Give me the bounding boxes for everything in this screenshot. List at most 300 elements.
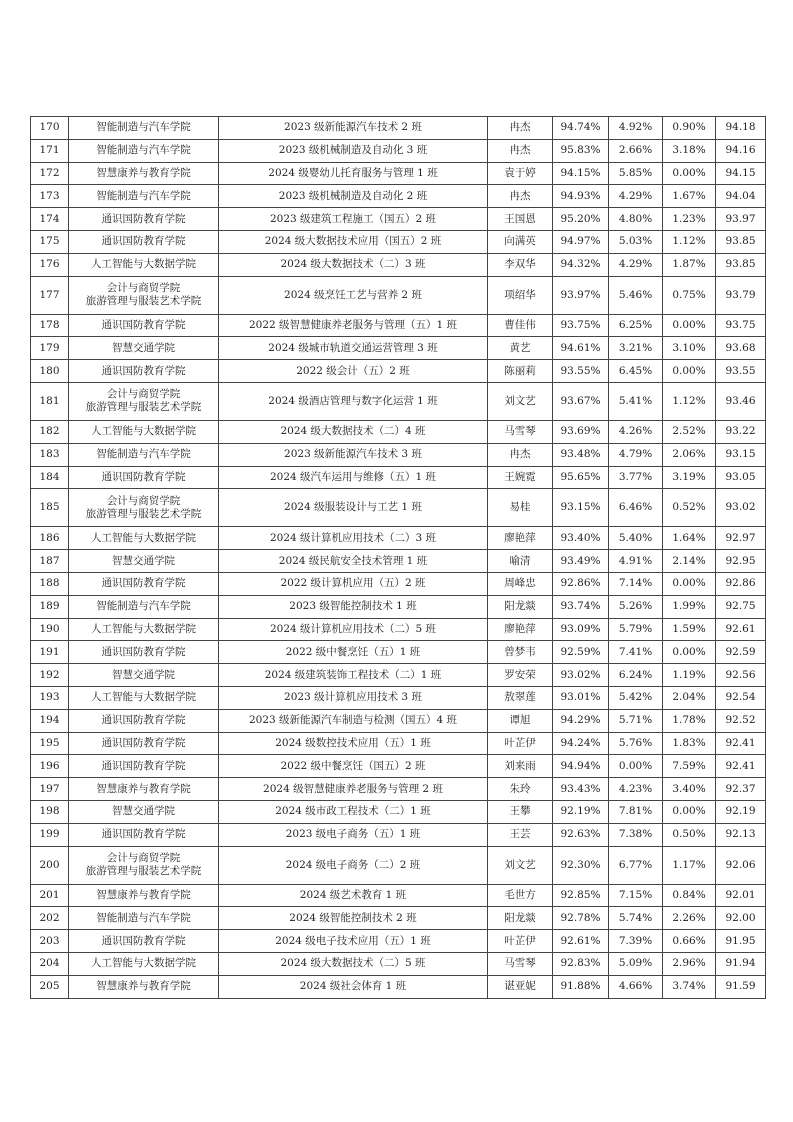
rate-3-cell: 2.26% <box>663 907 716 930</box>
rate-3-cell: 0.90% <box>663 117 716 140</box>
rank-cell: 179 <box>31 337 69 360</box>
score-cell: 92.52 <box>716 709 766 732</box>
rate-3-cell: 0.50% <box>663 823 716 846</box>
college-cell <box>69 139 219 162</box>
class-cell: 2023 级计算机应用技术 3 班 <box>219 686 488 709</box>
rate-2-cell: 5.41% <box>609 382 663 420</box>
class-cell: 2023 级新能源汽车制造与检测（国五）4 班 <box>219 709 488 732</box>
college-line: 人工智能与大数据学院 <box>91 957 196 970</box>
rate-1-cell: 95.83% <box>553 139 609 162</box>
advisor-cell: 廖艳萍 <box>488 618 553 641</box>
college-line: 通识国防教育学院 <box>101 212 186 225</box>
rate-3-cell: 1.87% <box>663 253 716 276</box>
table-row <box>31 907 766 930</box>
table-row <box>31 595 766 618</box>
advisor-cell: 谌亚妮 <box>488 975 553 998</box>
rank-cell: 188 <box>31 572 69 595</box>
rate-1-cell: 93.40% <box>553 527 609 550</box>
rate-2-cell: 7.41% <box>609 641 663 664</box>
table-row <box>31 709 766 732</box>
college-line: 人工智能与大数据学院 <box>91 425 196 438</box>
class-cell: 2023 级机械制造及自动化 3 班 <box>219 139 488 162</box>
advisor-cell: 王婉霓 <box>488 466 553 489</box>
rank-cell: 173 <box>31 185 69 208</box>
college-cell <box>69 466 219 489</box>
table-row <box>31 443 766 466</box>
college-line: 智能制造与汽车学院 <box>96 911 191 924</box>
rate-1-cell: 94.74% <box>553 117 609 140</box>
college-line: 智能制造与汽车学院 <box>96 189 191 202</box>
college-cell <box>69 276 219 314</box>
rate-1-cell: 92.63% <box>553 823 609 846</box>
college-cell <box>69 208 219 231</box>
score-cell: 92.56 <box>716 664 766 687</box>
class-cell: 2024 级社会体育 1 班 <box>219 975 488 998</box>
rank-cell: 189 <box>31 595 69 618</box>
college-line: 通识国防教育学院 <box>101 470 186 483</box>
class-cell: 2024 级市政工程技术（二）1 班 <box>219 800 488 823</box>
rank-cell: 187 <box>31 550 69 573</box>
class-cell: 2024 级智慧健康养老服务与管理 2 班 <box>219 778 488 801</box>
rate-3-cell: 0.00% <box>663 360 716 383</box>
college-line: 智能制造与汽车学院 <box>96 121 191 134</box>
rate-3-cell: 7.59% <box>663 755 716 778</box>
rank-cell: 191 <box>31 641 69 664</box>
rank-cell: 178 <box>31 314 69 337</box>
class-cell: 2023 级电子商务（五）1 班 <box>219 823 488 846</box>
college-line: 旅游管理与服装艺术学院 <box>85 295 202 308</box>
table-row <box>31 466 766 489</box>
rate-2-cell: 5.40% <box>609 527 663 550</box>
class-cell: 2023 级机械制造及自动化 2 班 <box>219 185 488 208</box>
rank-cell: 200 <box>31 846 69 884</box>
college-cell <box>69 443 219 466</box>
class-cell: 2024 级艺术教育 1 班 <box>219 884 488 907</box>
advisor-cell: 王芸 <box>488 823 553 846</box>
table-row <box>31 952 766 975</box>
rate-1-cell: 94.97% <box>553 230 609 253</box>
class-cell: 2024 级计算机应用技术（二）5 班 <box>219 618 488 641</box>
advisor-cell: 李双华 <box>488 253 553 276</box>
table-row <box>31 527 766 550</box>
class-cell: 2024 级婴幼儿托育服务与管理 1 班 <box>219 162 488 185</box>
table-row <box>31 337 766 360</box>
advisor-cell: 刘文艺 <box>488 846 553 884</box>
table-row <box>31 314 766 337</box>
college-line: 智能制造与汽车学院 <box>96 600 191 613</box>
rate-3-cell: 2.14% <box>663 550 716 573</box>
advisor-cell: 喻清 <box>488 550 553 573</box>
rank-cell: 174 <box>31 208 69 231</box>
rate-2-cell: 3.77% <box>609 466 663 489</box>
table-row <box>31 975 766 998</box>
class-cell: 2024 级民航安全技术管理 1 班 <box>219 550 488 573</box>
advisor-cell: 王国恩 <box>488 208 553 231</box>
advisor-cell: 谭旭 <box>488 709 553 732</box>
rate-3-cell: 3.18% <box>663 139 716 162</box>
advisor-cell: 向满英 <box>488 230 553 253</box>
college-cell <box>69 884 219 907</box>
class-cell: 2022 级中餐烹饪（五）1 班 <box>219 641 488 664</box>
class-cell: 2024 级酒店管理与数字化运营 1 班 <box>219 382 488 420</box>
class-cell: 2023 级新能源汽车技术 2 班 <box>219 117 488 140</box>
score-cell: 92.06 <box>716 846 766 884</box>
score-cell: 92.01 <box>716 884 766 907</box>
score-cell: 93.05 <box>716 466 766 489</box>
rate-1-cell: 94.15% <box>553 162 609 185</box>
college-cell <box>69 337 219 360</box>
rate-3-cell: 0.00% <box>663 800 716 823</box>
college-line: 通识国防教育学院 <box>101 577 186 590</box>
rate-2-cell: 2.66% <box>609 139 663 162</box>
advisor-cell: 阳龙燚 <box>488 907 553 930</box>
rank-cell: 170 <box>31 117 69 140</box>
rate-2-cell: 6.46% <box>609 489 663 527</box>
score-cell: 94.16 <box>716 139 766 162</box>
college-cell <box>69 686 219 709</box>
table-row <box>31 800 766 823</box>
rate-2-cell: 5.74% <box>609 907 663 930</box>
rate-2-cell: 6.77% <box>609 846 663 884</box>
rate-2-cell: 4.66% <box>609 975 663 998</box>
rank-cell: 186 <box>31 527 69 550</box>
college-line: 人工智能与大数据学院 <box>91 691 196 704</box>
college-cell <box>69 489 219 527</box>
class-cell: 2024 级汽车运用与维修（五）1 班 <box>219 466 488 489</box>
rate-2-cell: 4.80% <box>609 208 663 231</box>
rank-cell: 198 <box>31 800 69 823</box>
college-cell <box>69 800 219 823</box>
college-line: 智慧康养与教育学院 <box>96 782 191 795</box>
score-cell: 93.15 <box>716 443 766 466</box>
class-cell: 2024 级智能控制技术 2 班 <box>219 907 488 930</box>
rate-2-cell: 5.46% <box>609 276 663 314</box>
rank-cell: 201 <box>31 884 69 907</box>
rank-cell: 181 <box>31 382 69 420</box>
rate-1-cell: 92.19% <box>553 800 609 823</box>
table-row <box>31 641 766 664</box>
rate-3-cell: 2.52% <box>663 420 716 443</box>
class-cell: 2023 级新能源汽车技术 3 班 <box>219 443 488 466</box>
college-line: 智慧康养与教育学院 <box>96 888 191 901</box>
rate-1-cell: 92.61% <box>553 930 609 953</box>
college-cell <box>69 253 219 276</box>
score-cell: 94.18 <box>716 117 766 140</box>
rate-2-cell: 5.71% <box>609 709 663 732</box>
class-cell: 2023 级建筑工程施工（国五）2 班 <box>219 208 488 231</box>
rate-3-cell: 1.19% <box>663 664 716 687</box>
rate-3-cell: 0.00% <box>663 572 716 595</box>
advisor-cell: 易桂 <box>488 489 553 527</box>
advisor-cell: 袁于婷 <box>488 162 553 185</box>
college-cell <box>69 664 219 687</box>
rate-1-cell: 93.15% <box>553 489 609 527</box>
table-row <box>31 117 766 140</box>
advisor-cell: 叶芷伊 <box>488 732 553 755</box>
rate-3-cell: 0.00% <box>663 162 716 185</box>
college-line: 智慧康养与教育学院 <box>96 166 191 179</box>
class-cell: 2024 级城市轨道交通运营管理 3 班 <box>219 337 488 360</box>
rate-1-cell: 93.09% <box>553 618 609 641</box>
college-line: 智慧交通学院 <box>112 668 175 681</box>
rate-1-cell: 93.48% <box>553 443 609 466</box>
rate-1-cell: 93.74% <box>553 595 609 618</box>
rate-2-cell: 7.14% <box>609 572 663 595</box>
rate-1-cell: 95.20% <box>553 208 609 231</box>
rate-3-cell: 2.06% <box>663 443 716 466</box>
score-cell: 93.79 <box>716 276 766 314</box>
rate-1-cell: 94.61% <box>553 337 609 360</box>
college-line: 通识国防教育学院 <box>101 714 186 727</box>
score-cell: 92.61 <box>716 618 766 641</box>
rate-2-cell: 6.45% <box>609 360 663 383</box>
advisor-cell: 阳龙燚 <box>488 595 553 618</box>
college-line: 会计与商贸学院 <box>106 852 181 865</box>
table-row <box>31 846 766 884</box>
college-cell <box>69 641 219 664</box>
college-cell <box>69 420 219 443</box>
score-cell: 92.54 <box>716 686 766 709</box>
rank-cell: 193 <box>31 686 69 709</box>
table-row <box>31 732 766 755</box>
advisor-cell: 项绍华 <box>488 276 553 314</box>
table-row <box>31 778 766 801</box>
table-row <box>31 208 766 231</box>
score-cell: 92.41 <box>716 755 766 778</box>
table-row <box>31 550 766 573</box>
advisor-cell: 刘文艺 <box>488 382 553 420</box>
college-line: 智能制造与汽车学院 <box>96 144 191 157</box>
rate-2-cell: 4.92% <box>609 117 663 140</box>
table-row <box>31 276 766 314</box>
rate-1-cell: 93.02% <box>553 664 609 687</box>
advisor-cell: 冉杰 <box>488 443 553 466</box>
score-cell: 92.59 <box>716 641 766 664</box>
rate-1-cell: 93.69% <box>553 420 609 443</box>
college-cell <box>69 618 219 641</box>
rate-1-cell: 93.01% <box>553 686 609 709</box>
score-cell: 93.22 <box>716 420 766 443</box>
score-cell: 92.75 <box>716 595 766 618</box>
class-cell: 2024 级大数据技术应用（国五）2 班 <box>219 230 488 253</box>
table-row <box>31 489 766 527</box>
score-cell: 93.02 <box>716 489 766 527</box>
rate-3-cell: 1.64% <box>663 527 716 550</box>
college-line: 通识国防教育学院 <box>101 645 186 658</box>
table-row <box>31 185 766 208</box>
rank-cell: 196 <box>31 755 69 778</box>
table-row <box>31 755 766 778</box>
advisor-cell: 叶芷伊 <box>488 930 553 953</box>
rate-1-cell: 95.65% <box>553 466 609 489</box>
score-cell: 91.59 <box>716 975 766 998</box>
table-row <box>31 823 766 846</box>
college-line: 通识国防教育学院 <box>101 364 186 377</box>
rank-cell: 177 <box>31 276 69 314</box>
rate-2-cell: 4.79% <box>609 443 663 466</box>
rank-cell: 175 <box>31 230 69 253</box>
college-cell <box>69 755 219 778</box>
rate-2-cell: 4.29% <box>609 185 663 208</box>
rate-2-cell: 7.39% <box>609 930 663 953</box>
rank-cell: 190 <box>31 618 69 641</box>
rate-1-cell: 92.83% <box>553 952 609 975</box>
rate-3-cell: 3.40% <box>663 778 716 801</box>
rate-3-cell: 3.74% <box>663 975 716 998</box>
rate-1-cell: 93.49% <box>553 550 609 573</box>
class-cell: 2024 级电子商务（二）2 班 <box>219 846 488 884</box>
rate-2-cell: 7.38% <box>609 823 663 846</box>
table-row <box>31 930 766 953</box>
advisor-cell: 周峰忠 <box>488 572 553 595</box>
table-row <box>31 420 766 443</box>
advisor-cell: 马雪琴 <box>488 420 553 443</box>
rate-1-cell: 93.97% <box>553 276 609 314</box>
rank-cell: 184 <box>31 466 69 489</box>
advisor-cell: 朱玲 <box>488 778 553 801</box>
rank-cell: 176 <box>31 253 69 276</box>
rate-3-cell: 1.67% <box>663 185 716 208</box>
rate-1-cell: 94.32% <box>553 253 609 276</box>
class-cell: 2024 级大数据技术（二）5 班 <box>219 952 488 975</box>
rate-3-cell: 0.75% <box>663 276 716 314</box>
college-cell <box>69 230 219 253</box>
college-cell <box>69 572 219 595</box>
score-cell: 93.97 <box>716 208 766 231</box>
rate-3-cell: 2.04% <box>663 686 716 709</box>
advisor-cell: 冉杰 <box>488 117 553 140</box>
college-cell <box>69 185 219 208</box>
rate-2-cell: 5.03% <box>609 230 663 253</box>
rate-1-cell: 94.94% <box>553 755 609 778</box>
table-row <box>31 162 766 185</box>
rate-1-cell: 92.59% <box>553 641 609 664</box>
rate-3-cell: 1.59% <box>663 618 716 641</box>
rate-3-cell: 1.12% <box>663 382 716 420</box>
table-body <box>31 117 766 999</box>
college-cell <box>69 382 219 420</box>
rate-2-cell: 4.91% <box>609 550 663 573</box>
college-line: 人工智能与大数据学院 <box>91 622 196 635</box>
college-cell <box>69 975 219 998</box>
advisor-cell: 曹佳伟 <box>488 314 553 337</box>
class-cell: 2023 级智能控制技术 1 班 <box>219 595 488 618</box>
rate-3-cell: 3.10% <box>663 337 716 360</box>
rate-3-cell: 1.17% <box>663 846 716 884</box>
class-cell: 2024 级大数据技术（二）3 班 <box>219 253 488 276</box>
college-line: 智慧康养与教育学院 <box>96 980 191 993</box>
rate-3-cell: 0.66% <box>663 930 716 953</box>
college-cell <box>69 952 219 975</box>
advisor-cell: 毛世方 <box>488 884 553 907</box>
college-line: 通识国防教育学院 <box>101 318 186 331</box>
table-row <box>31 572 766 595</box>
rank-cell: 205 <box>31 975 69 998</box>
table-row <box>31 253 766 276</box>
rate-2-cell: 4.26% <box>609 420 663 443</box>
college-line: 会计与商贸学院 <box>106 282 181 295</box>
rate-2-cell: 6.24% <box>609 664 663 687</box>
score-cell: 94.04 <box>716 185 766 208</box>
rank-cell: 192 <box>31 664 69 687</box>
college-cell <box>69 162 219 185</box>
college-line: 会计与商贸学院 <box>106 388 181 401</box>
rate-1-cell: 92.85% <box>553 884 609 907</box>
rate-3-cell: 1.12% <box>663 230 716 253</box>
college-line: 通识国防教育学院 <box>101 235 186 248</box>
rank-cell: 197 <box>31 778 69 801</box>
advisor-cell: 刘来雨 <box>488 755 553 778</box>
score-cell: 92.13 <box>716 823 766 846</box>
rank-cell: 172 <box>31 162 69 185</box>
college-line: 通识国防教育学院 <box>101 736 186 749</box>
score-cell: 92.37 <box>716 778 766 801</box>
rate-3-cell: 0.00% <box>663 314 716 337</box>
college-cell <box>69 595 219 618</box>
advisor-cell: 敖翠莲 <box>488 686 553 709</box>
rate-2-cell: 6.25% <box>609 314 663 337</box>
table-row <box>31 360 766 383</box>
class-cell: 2022 级会计（五）2 班 <box>219 360 488 383</box>
college-line: 智慧交通学院 <box>112 554 175 567</box>
rate-3-cell: 1.23% <box>663 208 716 231</box>
rate-2-cell: 3.21% <box>609 337 663 360</box>
advisor-cell: 王攀 <box>488 800 553 823</box>
rate-1-cell: 92.86% <box>553 572 609 595</box>
rate-3-cell: 0.84% <box>663 884 716 907</box>
rate-1-cell: 93.67% <box>553 382 609 420</box>
college-line: 通识国防教育学院 <box>101 934 186 947</box>
rate-1-cell: 93.75% <box>553 314 609 337</box>
advisor-cell: 廖艳萍 <box>488 527 553 550</box>
college-cell <box>69 778 219 801</box>
rate-2-cell: 7.81% <box>609 800 663 823</box>
ranking-table <box>30 116 766 999</box>
advisor-cell: 陈丽莉 <box>488 360 553 383</box>
class-cell: 2024 级计算机应用技术（二）3 班 <box>219 527 488 550</box>
rank-cell: 204 <box>31 952 69 975</box>
college-cell <box>69 823 219 846</box>
class-cell: 2024 级服装设计与工艺 1 班 <box>219 489 488 527</box>
college-cell <box>69 907 219 930</box>
table-row <box>31 664 766 687</box>
college-line: 智能制造与汽车学院 <box>96 448 191 461</box>
score-cell: 93.68 <box>716 337 766 360</box>
rate-2-cell: 5.09% <box>609 952 663 975</box>
rate-2-cell: 5.79% <box>609 618 663 641</box>
score-cell: 91.95 <box>716 930 766 953</box>
college-cell <box>69 846 219 884</box>
rate-3-cell: 1.99% <box>663 595 716 618</box>
score-cell: 92.19 <box>716 800 766 823</box>
score-cell: 92.00 <box>716 907 766 930</box>
rate-1-cell: 92.30% <box>553 846 609 884</box>
advisor-cell: 曾梦韦 <box>488 641 553 664</box>
rate-3-cell: 0.00% <box>663 641 716 664</box>
score-cell: 92.86 <box>716 572 766 595</box>
rate-1-cell: 94.29% <box>553 709 609 732</box>
table-row <box>31 382 766 420</box>
college-cell <box>69 732 219 755</box>
college-line: 旅游管理与服装艺术学院 <box>85 401 202 414</box>
class-cell: 2024 级电子技术应用（五）1 班 <box>219 930 488 953</box>
rate-3-cell: 0.52% <box>663 489 716 527</box>
college-line: 智慧交通学院 <box>112 341 175 354</box>
rank-cell: 171 <box>31 139 69 162</box>
rate-2-cell: 4.29% <box>609 253 663 276</box>
rate-3-cell: 3.19% <box>663 466 716 489</box>
score-cell: 91.94 <box>716 952 766 975</box>
